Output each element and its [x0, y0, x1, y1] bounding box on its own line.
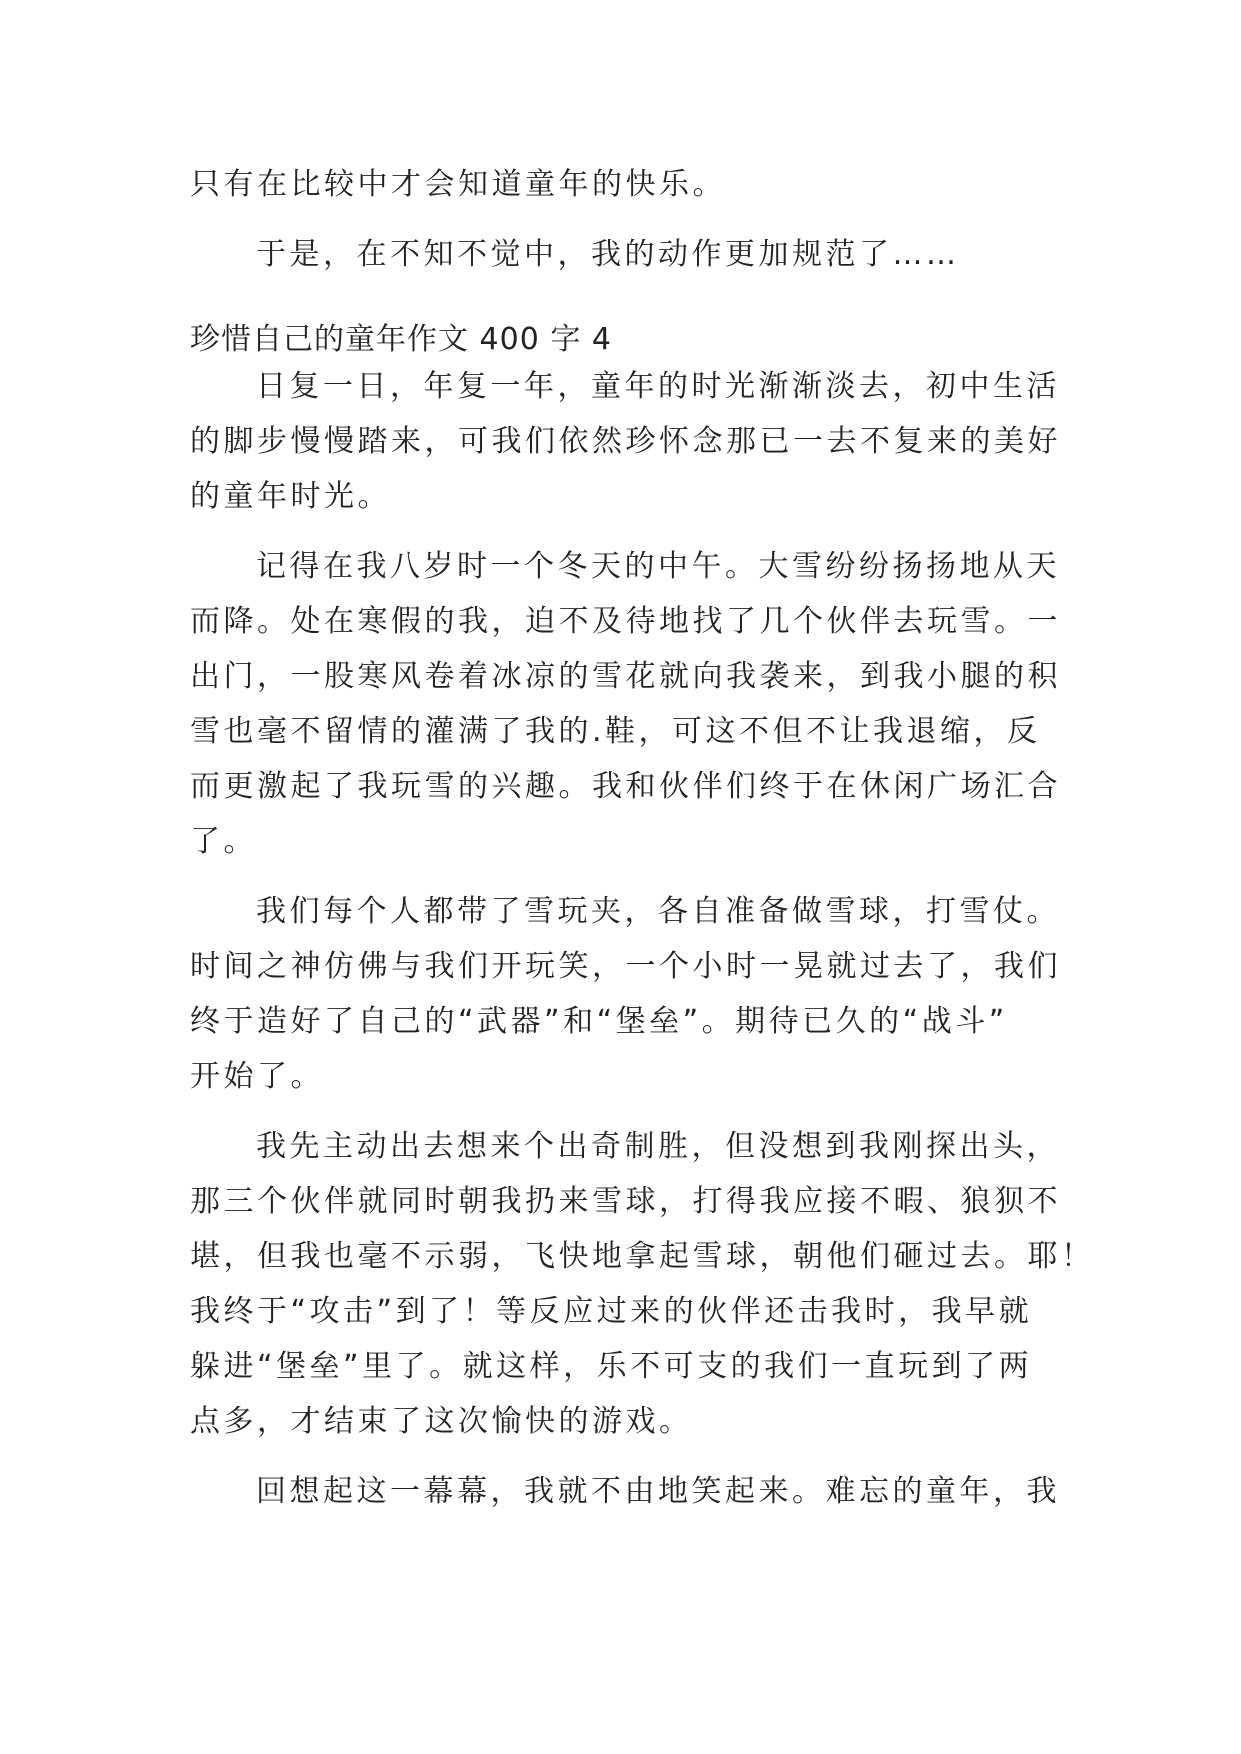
paragraph-line: 而更激起了我玩雪的兴趣。我和伙伴们终于在休闲广场汇合	[190, 769, 1061, 804]
paragraph-line: 开始了。	[190, 1059, 324, 1094]
paragraph-line: 堪，但我也毫不示弱，飞快地拿起雪球，朝他们砸过去。耶！	[190, 1239, 1095, 1274]
intro-line-1: 只有在比较中才会知道童年的快乐。	[190, 167, 726, 202]
paragraph-line: 记得在我八岁时一个冬天的中午。大雪纷纷扬扬地从天	[256, 549, 1060, 584]
paragraph-line: 点多，才结束了这次愉快的游戏。	[190, 1404, 693, 1439]
paragraph-line: 那三个伙伴就同时朝我扔来雪球，打得我应接不暇、狼狈不	[190, 1184, 1061, 1219]
paragraph-line: 的童年时光。	[190, 479, 391, 514]
paragraph-line: 出门，一股寒风卷着冰凉的雪花就向我袭来，到我小腿的积	[190, 659, 1061, 694]
paragraph-line: 我们每个人都带了雪玩夹，各自准备做雪球，打雪仗。	[256, 894, 1060, 929]
paragraph-line: 躲进“堡垒”里了。就这样，乐不可支的我们一直玩到了两	[190, 1349, 1033, 1384]
paragraph-line: 雪也毫不留情的灌满了我的.鞋，可这不但不让我退缩，反	[190, 714, 1041, 749]
paragraph-line: 时间之神仿佛与我们开玩笑，一个小时一晃就过去了，我们	[190, 949, 1061, 984]
paragraph-line: 我先主动出去想来个出奇制胜，但没想到我刚探出头，	[256, 1129, 1060, 1164]
paragraph-line: 日复一日，年复一年，童年的时光渐渐淡去，初中生活	[256, 369, 1060, 404]
paragraph-line: 终于造好了自己的“武器”和“堡垒”。期待已久的“战斗”	[190, 1004, 1008, 1039]
paragraph-line: 了。	[190, 824, 257, 859]
paragraph-line: 的脚步慢慢踏来，可我们依然珍怀念那已一去不复来的美好	[190, 424, 1061, 459]
section-heading: 珍惜自己的童年作文 400 字 4	[190, 322, 612, 357]
intro-line-2: 于是，在不知不觉中，我的动作更加规范了……	[256, 237, 960, 272]
paragraph-line: 我终于“攻击”到了！等反应过来的伙伴还击我时，我早就	[190, 1294, 1033, 1329]
paragraph-line: 而降。处在寒假的我，迫不及待地找了几个伙伴去玩雪。一	[190, 604, 1061, 639]
paragraph-line: 回想起这一幕幕，我就不由地笑起来。难忘的童年，我	[256, 1474, 1060, 1509]
